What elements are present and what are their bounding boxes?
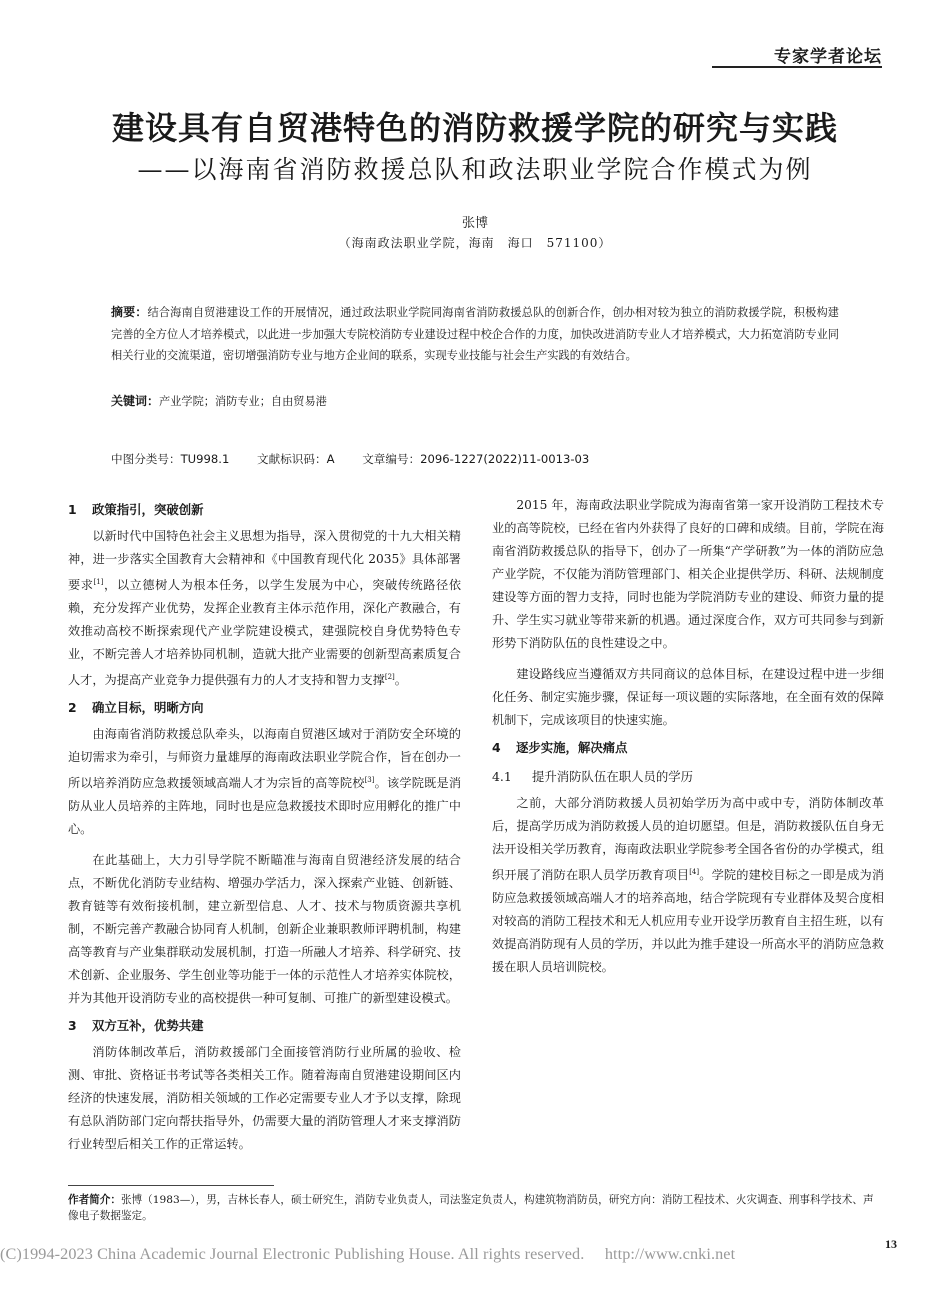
keywords [111,392,839,409]
document-code: 文献标识码：A [257,452,335,466]
citation: [2] [384,673,395,682]
author-footnote [68,1192,883,1224]
page-number: 13 [885,1237,897,1251]
article-title: 建设具有自贸港特色的消防救援学院的研究与实践 [111,109,838,147]
citation: [4] [689,868,700,876]
paragraph: 之前，大部分消防救援人员初始学历为高中或中专，消防体制改革后，提高学历成为消防救援人员的迫切愿望。但是，消防救援队伍自身无法开设相关学历教育，海南政法职业学院参考全国各省份的办学模式，组织开展了消防在职人员学历教育项目[4]。学院的建校目标之一即是成为消防应急救援领域高端人才的培养高地，结合学院现有专业群体及契合度相对较高的消防工程技术和无人机应用专业开设学历教育自主招生班，以有效提高消防现有人员的学历，并以此为推手建设一所高水平的消防应急救援在职人员培训院校。 [492,796,885,975]
paragraph: 由海南省消防救援总队牵头，以海南自贸港区域对于消防安全环境的迫切需求为牵引，与师资力量雄厚的海南政法职业学院合作，旨在创办一所以培养消防应急救援领域高端人才为宗旨的高等院校[3]。该学院既是消防从业人员培养的主阵地，同时也是应急救援技术即时应用孵化的推广中心。 [68,727,462,837]
author-name: 张博 [461,216,488,231]
footnote-text: 张博（1983—），男，吉林长春人，硕士研究生，消防专业负责人，司法鉴定负责人，构建筑物消防员，研究方向：消防工程技术、火灾调查、刑事科学技术、声像电子数据鉴定。 [68,1194,874,1222]
article-number: 文章编号：2096-1227(2022)11-0013-03 [362,452,590,466]
section-4-heading: 4 逐步实施，解决痛点 [492,740,628,755]
author-affiliation: （海南政法职业学院，海南 海口 571100） [338,236,612,250]
abstract [111,302,839,367]
left-column [68,494,461,1156]
subsection-4-1-heading: 4.1 提升消防队伍在职人员的学历 [492,769,694,784]
keywords-label: 关键词： [111,394,160,408]
paragraph: 消防体制改革后，消防救援部门全面接管消防行业所属的验收、检测、审批、资格证书考试等各类相关工作。随着海南自贸港建设期间区内经济的快速发展，消防相关领域的工作必定需要专业人才予以支撑，除现有总队消防部门定向帮扶指导外，仍需要大量的消防管理人才来支撑消防行业转型后相关工作的正常运转。 [68,1045,461,1152]
right-column [492,494,884,979]
footnote-rule [68,1185,274,1186]
abstract-label: 摘要： [111,305,148,319]
clc-number: 中图分类号：TU998.1 [111,452,230,466]
section-2-heading: 2 确立目标，明晰方向 [68,700,204,716]
section-1-heading: 1 政策指引，突破创新 [68,502,204,517]
paragraph: 建设路线应当遵循双方共同商议的总体目标，在建设过程中进一步细化任务、制定实施步骤，保证每一项议题的实际落地，在全面有效的保障机制下，完成该项目的快速实施。 [492,667,884,727]
journal-section-label: 专家学者论坛 [774,47,882,67]
copyright-watermark: (C)1994-2023 China Academic Journal Electronic Publishing House. All rights reserved. http://www.cnki.net [0,1245,736,1263]
paragraph: 2015 年，海南政法职业学院成为海南省第一家开设消防工程技术专业的高等院校，已经在省内外获得了良好的口碑和成绩。目前，学院在海南省消防救援总队的指导下，创办了一所集“产学研教”为一体的消防应急产业学院，不仅能为消防管理部门、相关企业提供学历、科研、法规制度建设等方面的智力支持，同时也能为学院消防专业的建设、师资力量的提升、学生实习就业等带来新的机遇。通过深度合作，双方可共同参与到新形势下消防队伍的良性建设之中。 [492,498,884,650]
keywords-text: 产业学院；消防专业；自由贸易港 [159,395,327,408]
section-3-heading: 3 双方互补，优势共建 [68,1018,204,1034]
classification-line [111,451,589,467]
citation: [3] [364,776,375,785]
paragraph: 在此基础上，大力引导学院不断瞄准与海南自贸港经济发展的结合点，不断优化消防专业结构、增强办学活力，深入探索产业链、创新链、教育链等有效衔接机制，建立新型信息、人才、技术与物质资源共享机制，不断完善产教融合协同育人机制，创新企业兼职教师评聘机制，构建高等教育与产业集群联动发展机制，打造一所融人才培养、科学研究、技术创新、企业服务、学生创业等功能于一体的示范性人才培养实体院校，并为其他开设消防专业的高校提供一种可复制、可推广的新型建设模式。 [68,853,461,1006]
abstract-text: 结合海南自贸港建设工作的开展情况，通过政法职业学院同海南省消防救援总队的创新合作，创办相对较为独立的消防救援学院，积极构建完善的全方位人才培养模式，以此进一步加强大专院校消防专业建设过程中校企合作的力度，加快改进消防专业人才培养模式，大力拓宽消防专业同相关行业的交流渠道，密切增强消防专业与地方企业间的联系，实现专业技能与社会生产实践的有效结合。 [111,306,839,362]
footnote-label: 作者简介： [68,1194,121,1206]
article-subtitle: ——以海南省消防救援总队和政法职业学院合作模式为例 [137,155,813,184]
citation: [1] [93,578,104,586]
paragraph: 以新时代中国特色社会主义思想为指导，深入贯彻党的十九大相关精神，进一步落实全国教育大会精神和《中国教育现代化 2035》具体部署要求[1]，以立德树人为根本任务，以学生发展为中心，突破传统路径依赖，充分发挥产业优势，发挥企业教育主体示范作用，深化产教融合，有效推动高校不断探索现代产业学院建设模式，建强院校自身优势特色专业，不断完善人才培养协同机制，造就大批产业需要的创新型高素质复合人才，为提高产业竞争力提供强有力的人才支持和智力支撑[2]。 [68,529,462,688]
section-label-rule [712,66,882,68]
